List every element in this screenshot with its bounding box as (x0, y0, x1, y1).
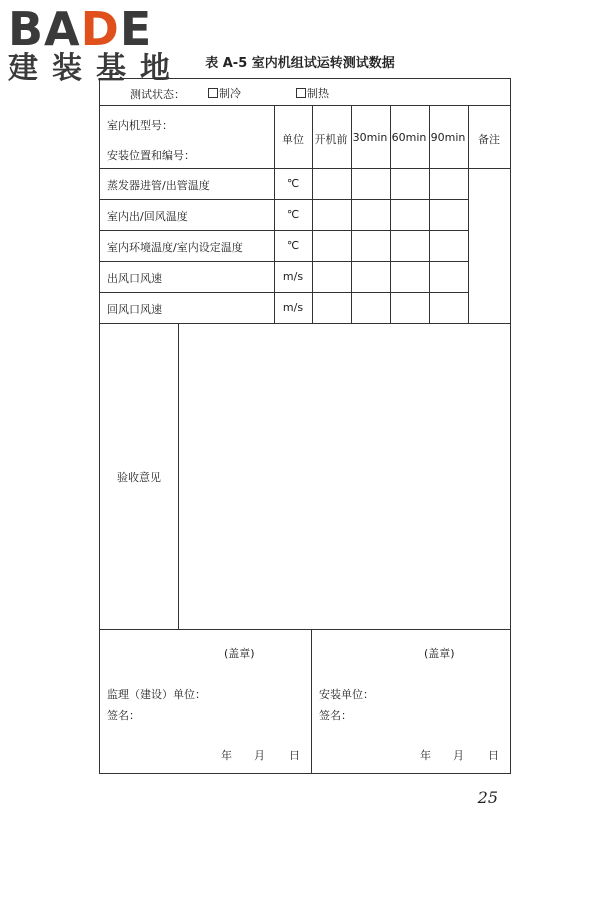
row-unit: m/s (282, 270, 304, 283)
remark-header: 备注 (478, 133, 500, 146)
right-day: 日 (488, 749, 499, 762)
row-name: 回风口风速 (107, 303, 162, 316)
right-seal: (盖章) (424, 647, 455, 660)
right-month: 月 (453, 749, 464, 762)
row-unit: m/s (282, 301, 304, 314)
position-label: 安装位置和编号： (107, 149, 195, 162)
model-label: 室内机型号： (107, 119, 173, 132)
left-year: 年 (221, 749, 232, 762)
row-name: 室内出/回风温度 (107, 210, 188, 223)
left-sign-label: 签名： (107, 709, 140, 722)
left-day: 日 (289, 749, 300, 762)
left-month: 月 (254, 749, 265, 762)
rule (468, 105, 469, 323)
heating-checkbox[interactable] (296, 88, 306, 98)
rule (178, 323, 179, 629)
startup-header: 开机前 (314, 133, 348, 146)
left-org-label: 监理（建设）单位： (107, 688, 206, 701)
test-status-label: 测试状态： (130, 88, 185, 101)
rule (100, 292, 468, 293)
page-number: 25 (477, 788, 498, 807)
right-org-label: 安装单位： (319, 688, 374, 701)
row-name: 室内环境温度/室内设定温度 (107, 241, 243, 254)
cooling-option[interactable]: 制冷 (208, 85, 241, 101)
row-unit: ℃ (286, 177, 300, 190)
rule (312, 105, 313, 323)
row-name: 出风口风速 (107, 272, 162, 285)
logo-wordmark: BADE (8, 2, 153, 56)
t30-header: 30min (352, 131, 388, 144)
table-title: 表 A-5 室内机组试运转测试数据 (205, 56, 395, 71)
rule (100, 168, 510, 169)
rule (311, 629, 312, 773)
test-data-table (99, 78, 511, 774)
acceptance-label: 验收意见 (117, 471, 161, 484)
heating-option[interactable]: 制热 (296, 85, 329, 101)
t90-header: 90min (430, 131, 466, 144)
rule (100, 105, 510, 106)
cooling-checkbox[interactable] (208, 88, 218, 98)
row-name: 蒸发器进管/出管温度 (107, 179, 210, 192)
row-unit: ℃ (286, 208, 300, 221)
rule (100, 230, 468, 231)
rule (100, 629, 510, 630)
rule (100, 199, 468, 200)
right-year: 年 (420, 749, 431, 762)
brand-logo (8, 4, 184, 86)
rule (100, 323, 510, 324)
rule (274, 105, 275, 323)
logo-subtitle: 建装基地 (8, 51, 184, 86)
rule (100, 261, 468, 262)
t60-header: 60min (391, 131, 427, 144)
row-unit: ℃ (286, 239, 300, 252)
unit-header: 单位 (282, 133, 304, 146)
right-sign-label: 签名： (319, 709, 352, 722)
left-seal: (盖章) (224, 647, 255, 660)
